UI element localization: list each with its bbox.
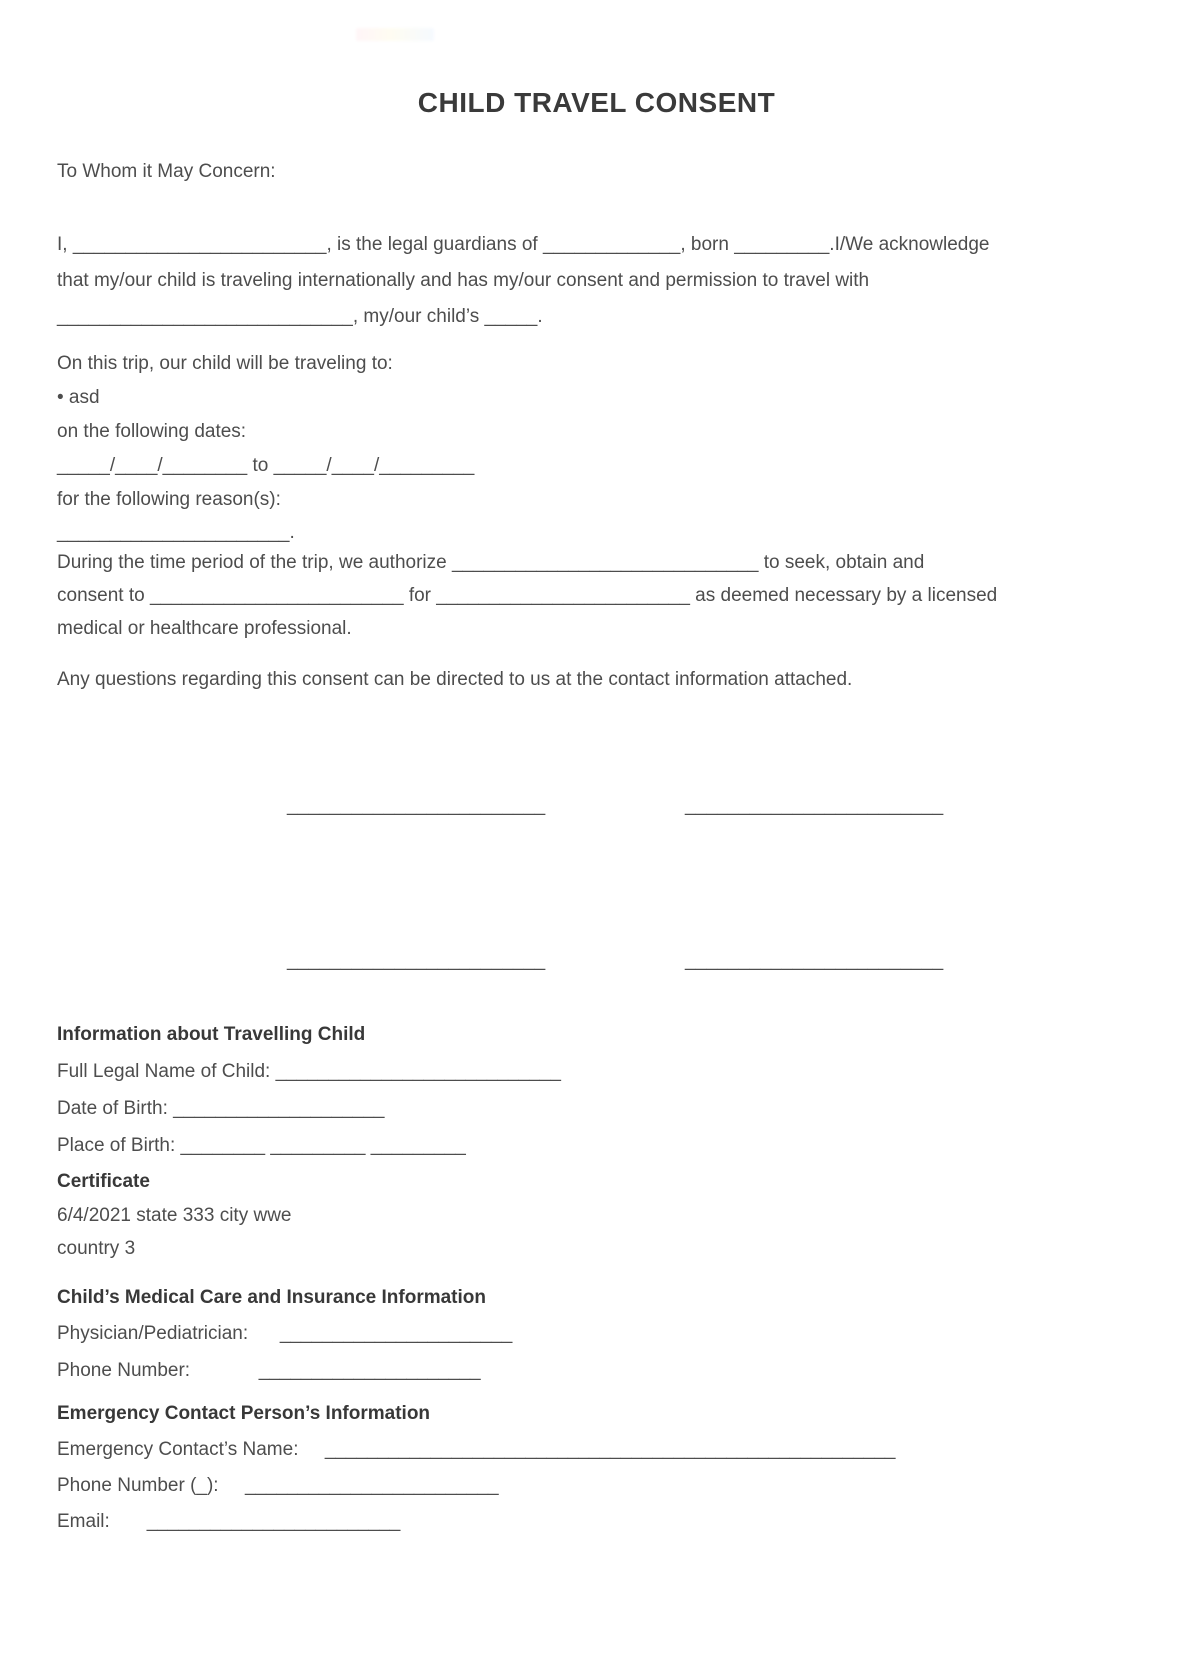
- intro-line: ____________________________, my/our child’s _____.: [57, 306, 543, 327]
- page-title: CHILD TRAVEL CONSENT: [417, 87, 776, 118]
- trip-destination-label: On this trip, our child will be traveling to:: [57, 353, 393, 374]
- child-info-line: Full Legal Name of Child: ___________________________: [57, 1061, 561, 1082]
- section-heading-certificate: Certificate: [57, 1171, 150, 1192]
- certificate-line: 6/4/2021 state 333 city wwe: [57, 1205, 292, 1226]
- child-info-line: Place of Birth: ________ _________ _________: [57, 1135, 466, 1156]
- authorization-line: medical or healthcare professional.: [57, 618, 352, 639]
- signature-blank: ________________________: [287, 795, 546, 816]
- emergency-line: Phone Number (_): ________________________: [57, 1475, 499, 1496]
- trip-reasons-label: for the following reason(s):: [57, 489, 281, 510]
- authorization-line: consent to ________________________ for ________________________ as deemed necessary by a licensed: [57, 585, 998, 606]
- medical-line: Phone Number: _____________________: [57, 1360, 481, 1381]
- salutation: To Whom it May Concern:: [57, 161, 276, 182]
- certificate-line: country 3: [57, 1238, 136, 1259]
- signature-blank: ________________________: [685, 950, 944, 971]
- section-heading-medical: Child’s Medical Care and Insurance Information: [57, 1287, 486, 1308]
- trip-destination-bullet: • asd: [57, 387, 100, 408]
- emergency-line: Email: ________________________: [57, 1511, 401, 1532]
- faint-watermark: [356, 28, 434, 41]
- signature-blank: ________________________: [287, 950, 546, 971]
- signature-blank: ________________________: [685, 795, 944, 816]
- child-info-line: Date of Birth: ____________________: [57, 1098, 385, 1119]
- intro-line: I, ________________________, is the legal guardians of _____________, born _________.I/We acknowledge: [57, 234, 990, 255]
- emergency-line: Emergency Contact’s Name: ______________________________________________________: [57, 1439, 896, 1460]
- section-heading-emergency: Emergency Contact Person’s Information: [57, 1403, 431, 1424]
- authorization-line: During the time period of the trip, we authorize _____________________________ to seek, obtain and: [57, 552, 925, 573]
- signature-row: [0, 944, 1193, 977]
- intro-line: that my/our child is traveling internationally and has my/our consent and permission to travel with: [57, 270, 870, 291]
- signature-row: [0, 789, 1193, 822]
- questions-line: Any questions regarding this consent can be directed to us at the contact information attached.: [57, 669, 853, 690]
- trip-reasons-blank: ______________________.: [57, 522, 295, 543]
- trip-dates-label: on the following dates:: [57, 421, 247, 442]
- section-heading-child-info: Information about Travelling Child: [57, 1024, 366, 1045]
- medical-line: Physician/Pediatrician: ______________________: [57, 1323, 513, 1344]
- trip-dates-blanks: _____/____/________ to _____/____/_________: [57, 455, 475, 476]
